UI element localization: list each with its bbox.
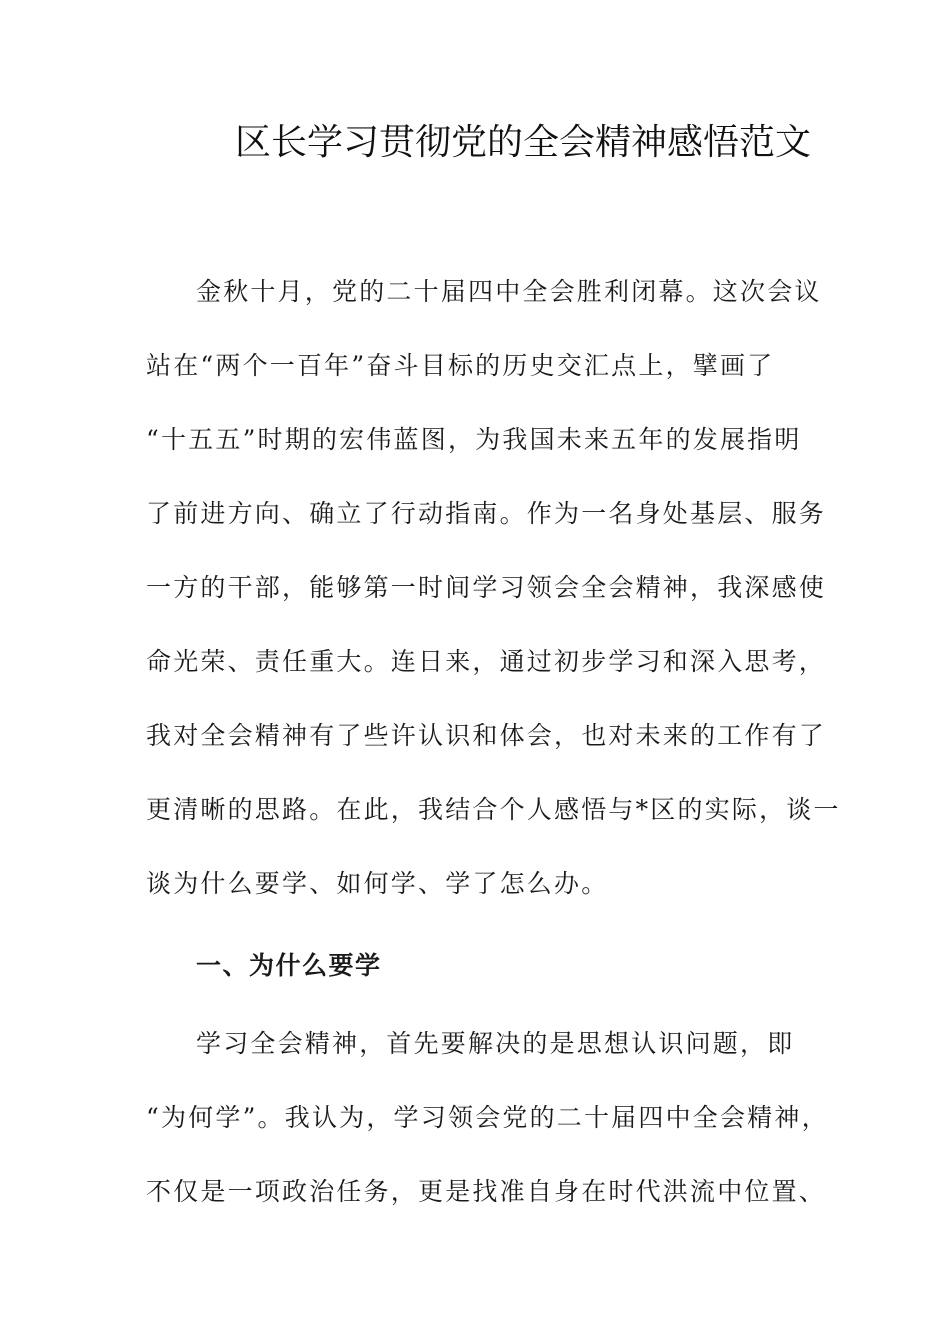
paragraph-line: 金秋十月，党的二十届四中全会胜利闭幕。这次会议 xyxy=(196,277,822,306)
paragraph-line: 了前进方向、确立了行动指南。作为一名身处基层、服务 xyxy=(146,499,827,528)
paragraph-line: 我对全会精神有了些许认识和体会，也对未来的工作有了 xyxy=(146,721,827,750)
paragraph-line: 一方的干部，能够第一时间学习领会全会精神，我深感使 xyxy=(146,573,827,602)
paragraph-line: 谈为什么要学、如何学、学了怎么办。 xyxy=(146,869,609,898)
paragraph-line: 更清晰的思路。在此，我结合个人感悟与*区的实际，谈一 xyxy=(146,795,841,824)
paragraph-line: “十五五”时期的宏伟蓝图，为我国未来五年的发展指明 xyxy=(146,425,802,454)
section-heading: 一、为什么要学 xyxy=(196,951,382,980)
paragraph-line: 学习全会精神，首先要解决的是思想认识问题，即 xyxy=(196,1029,795,1058)
paragraph-line: 站在“两个一百年”奋斗目标的历史交汇点上，擘画了 xyxy=(146,351,775,380)
document-title: 区长学习贯彻党的全会精神感悟范文 xyxy=(235,122,812,163)
paragraph-line: 命光荣、责任重大。连日来，通过初步学习和深入思考， xyxy=(146,647,827,676)
paragraph-line: 不仅是一项政治任务，更是找准自身在时代洪流中位置、 xyxy=(146,1177,827,1206)
paragraph-line: “为何学”。我认为，学习领会党的二十届四中全会精神， xyxy=(146,1103,829,1132)
